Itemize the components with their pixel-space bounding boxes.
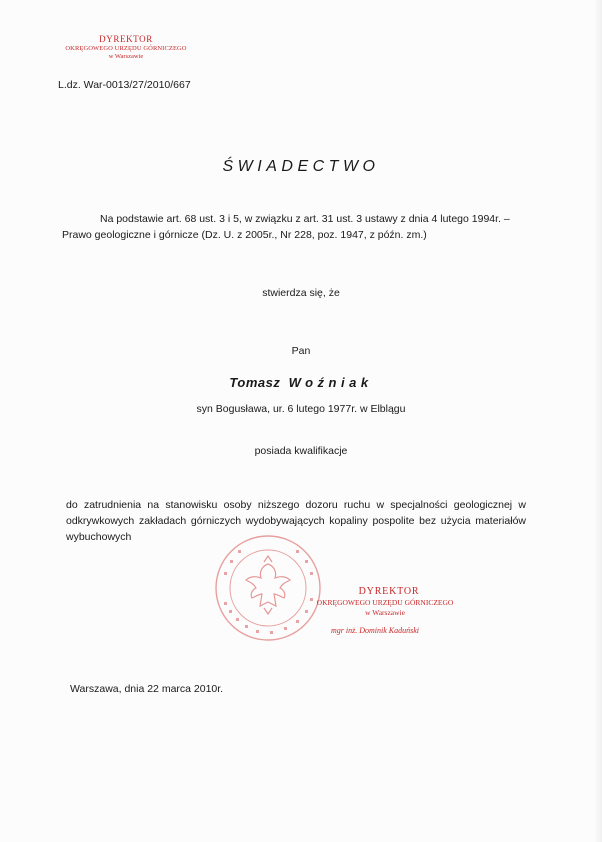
document-title: ŚWIADECTWO xyxy=(222,158,380,175)
holder-first-name: Tomasz xyxy=(229,375,281,390)
page-edge-shadow xyxy=(594,0,602,842)
confirms-line: stwierdza się, że xyxy=(262,287,340,299)
holder-parentage: syn Bogusława, ur. 6 lutego 1977r. w Elblągu xyxy=(196,403,406,415)
header-stamp-city: w Warszawie xyxy=(108,53,144,60)
holder-surname: Woźniak xyxy=(288,375,373,390)
header-stamp xyxy=(56,34,196,60)
signature-stamp-city: w Warszawie xyxy=(365,608,405,617)
holder-name xyxy=(0,375,602,390)
qualification-paragraph: do zatrudnienia na stanowisku osoby niższego dozoru ruchu w specjalności geologicznej w odkrywkowych zakładach górniczych wydobywających kopaliny pospolite bez użycia materiałów wybuchowych xyxy=(66,499,526,543)
header-stamp-office: OKRĘGOWEGO URZĘDU GÓRNICZEGO xyxy=(65,45,187,52)
header-stamp-title: DYREKTOR xyxy=(99,34,153,44)
legal-basis-paragraph xyxy=(62,211,522,243)
legal-basis-text: Na podstawie art. 68 ust. 3 i 5, w związku z art. 31 ust. 3 ustawy z dnia 4 lutego 1994r. – Prawo geologiczne i górnicze (Dz. U. z 2005r., Nr 228, poz. 1947, z późn. zm.) xyxy=(62,213,510,241)
reference-number: L.dz. War-0013/27/2010/667 xyxy=(58,79,191,91)
signature-stamp-office: OKRĘGOWEGO URZĘDU GÓRNICZEGO xyxy=(316,598,454,607)
salutation: Pan xyxy=(291,345,311,357)
signature-stamp xyxy=(300,586,470,635)
signature-stamp-title: DYREKTOR xyxy=(358,586,420,597)
qualification-intro: posiada kwalifikacje xyxy=(254,445,348,457)
place-and-date: Warszawa, dnia 22 marca 2010r. xyxy=(70,683,224,695)
signatory-name: mgr inż. Dominik Kaduński xyxy=(331,626,419,635)
